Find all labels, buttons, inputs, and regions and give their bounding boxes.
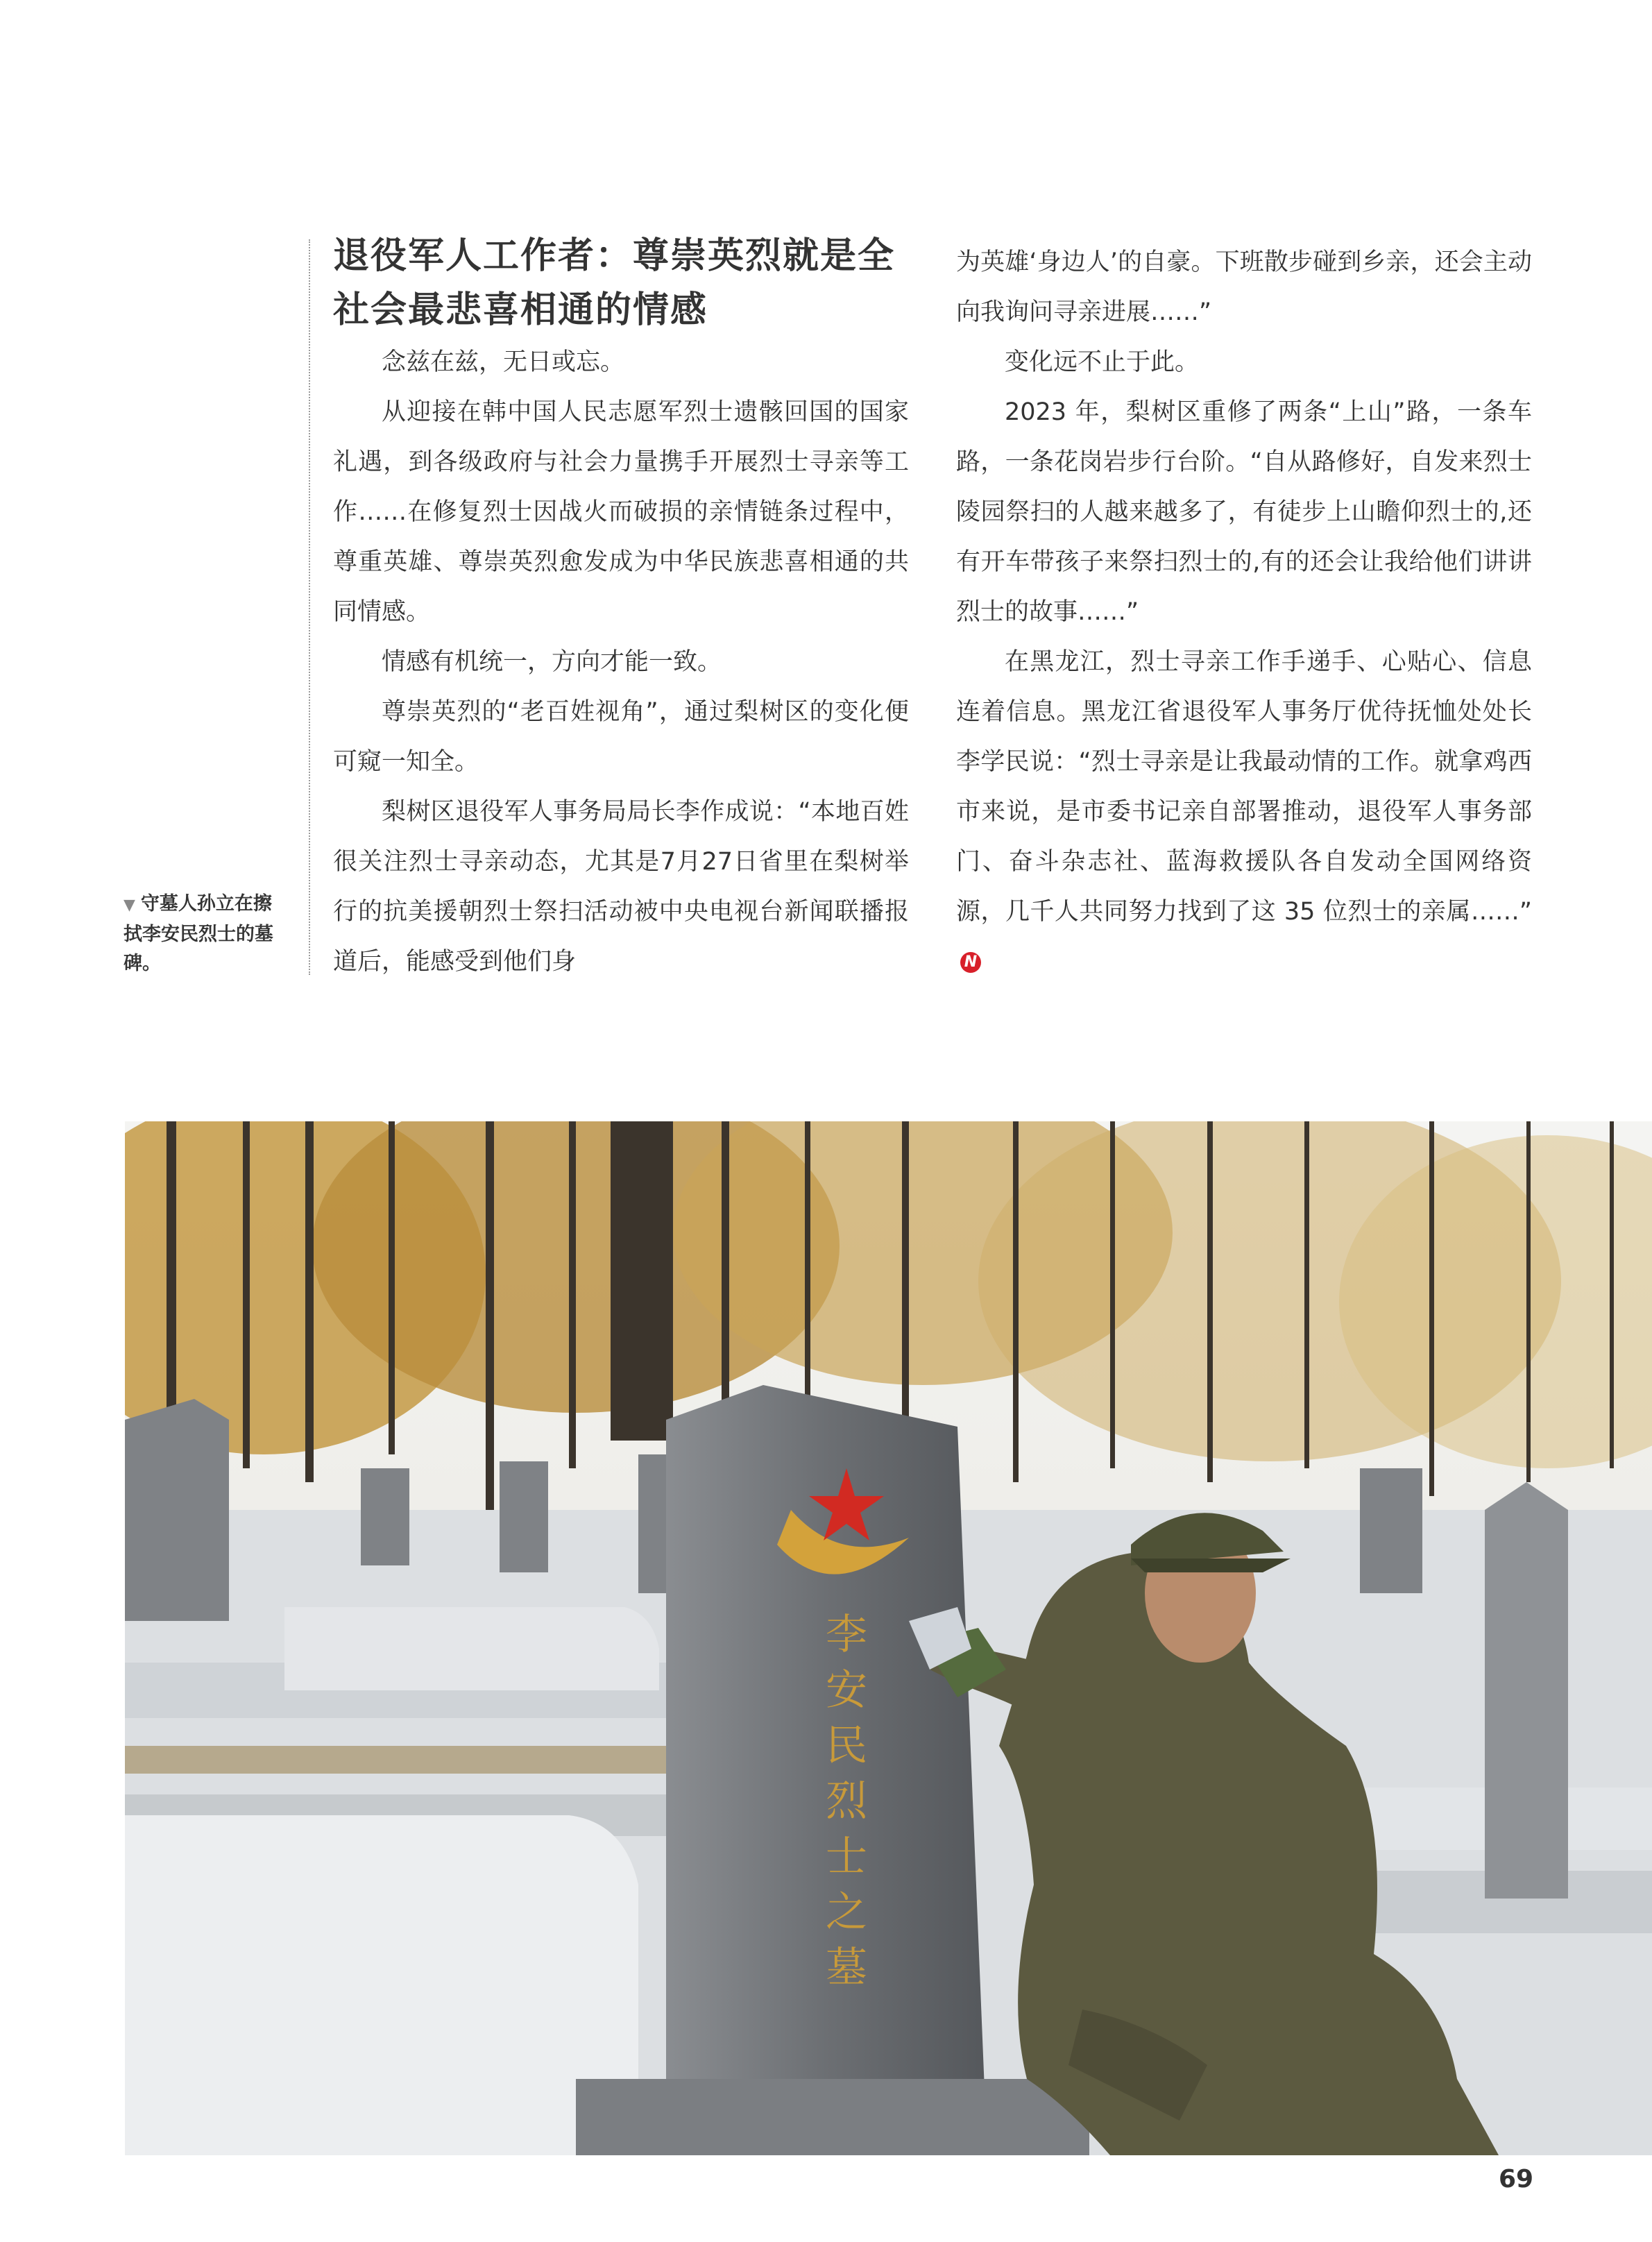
paragraph: 2023 年，梨树区重修了两条“上山”路，一条车路，一条花岗岩步行台阶。“自从路修好，自发来烈士陵园祭扫的人越来越多了，有徒步上山瞻仰烈士的,还有开车带孩子来祭扫烈士的,有的还会让我给他们讲讲烈士的故事……” [956, 398, 1532, 626]
paragraph-continuation: 为英雄‘身边人’的自豪。下班散步碰到乡亲，还会主动向我询问寻亲进展……” [956, 248, 1532, 326]
last-paragraph-text: 在黑龙江，烈士寻亲工作手递手、心贴心、信息连着信息。黑龙江省退役军人事务厅优待抚恤处处长李学民说：“烈士寻亲是让我最动情的工作。就拿鸡西市来说，是市委书记亲自部署推动，退役军人事务部门、奋斗杂志社、蓝海救援队各自发动全国网络资源，几千人共同努力找到了这 35 位烈士的亲属……” [956, 648, 1532, 926]
paragraph: 情感有机统一，方向才能一致。 [382, 648, 722, 676]
end-mark-icon: N [960, 952, 981, 973]
stele-char: 之 [826, 1888, 867, 1937]
caption-text: 守墓人孙立在擦拭李安民烈士的墓碑。 [124, 893, 273, 974]
paragraph: 念兹在兹，无日或忘。 [382, 348, 625, 376]
cemetery-photo [125, 1121, 1652, 2155]
stele-char: 安 [826, 1666, 867, 1715]
stele-char: 士 [826, 1833, 867, 1881]
paragraph: 从迎接在韩中国人民志愿军烈士遗骸回国的国家礼遇，到各级政府与社会力量携手开展烈士寻亲等工作……在修复烈士因战火而破损的亲情链条过程中，尊重英雄、尊崇英烈愈发成为中华民族悲喜相通的共同情感。 [333, 398, 909, 626]
paragraph: 梨树区退役军人事务局局长李作成说：“本地百姓很关注烈士寻亲动态，尤其是7月27日省里在梨树举行的抗美援朝烈士祭扫活动被中央电视台新闻联播报道后，能感受到他们身 [333, 798, 909, 976]
photo-caption [124, 890, 290, 978]
stele-char: 李 [826, 1611, 867, 1659]
stele-char: 墓 [826, 1944, 867, 1992]
caption-marker-icon: ▼ [124, 897, 135, 914]
page-number: 69 [1499, 2165, 1534, 2193]
stele-char: 民 [826, 1722, 867, 1770]
right-column [956, 237, 1532, 987]
stele-char: 烈 [826, 1777, 867, 1826]
paragraph: 尊崇英烈的“老百姓视角”，通过梨树区的变化便可窥一知全。 [333, 698, 909, 776]
paragraph-last [956, 637, 1532, 987]
left-column [333, 337, 909, 987]
paragraph: 变化远不止于此。 [1005, 348, 1200, 376]
article-title: 退役军人工作者：尊崇英烈就是全社会最悲喜相通的情感 [333, 235, 896, 331]
column-rule [309, 239, 310, 975]
